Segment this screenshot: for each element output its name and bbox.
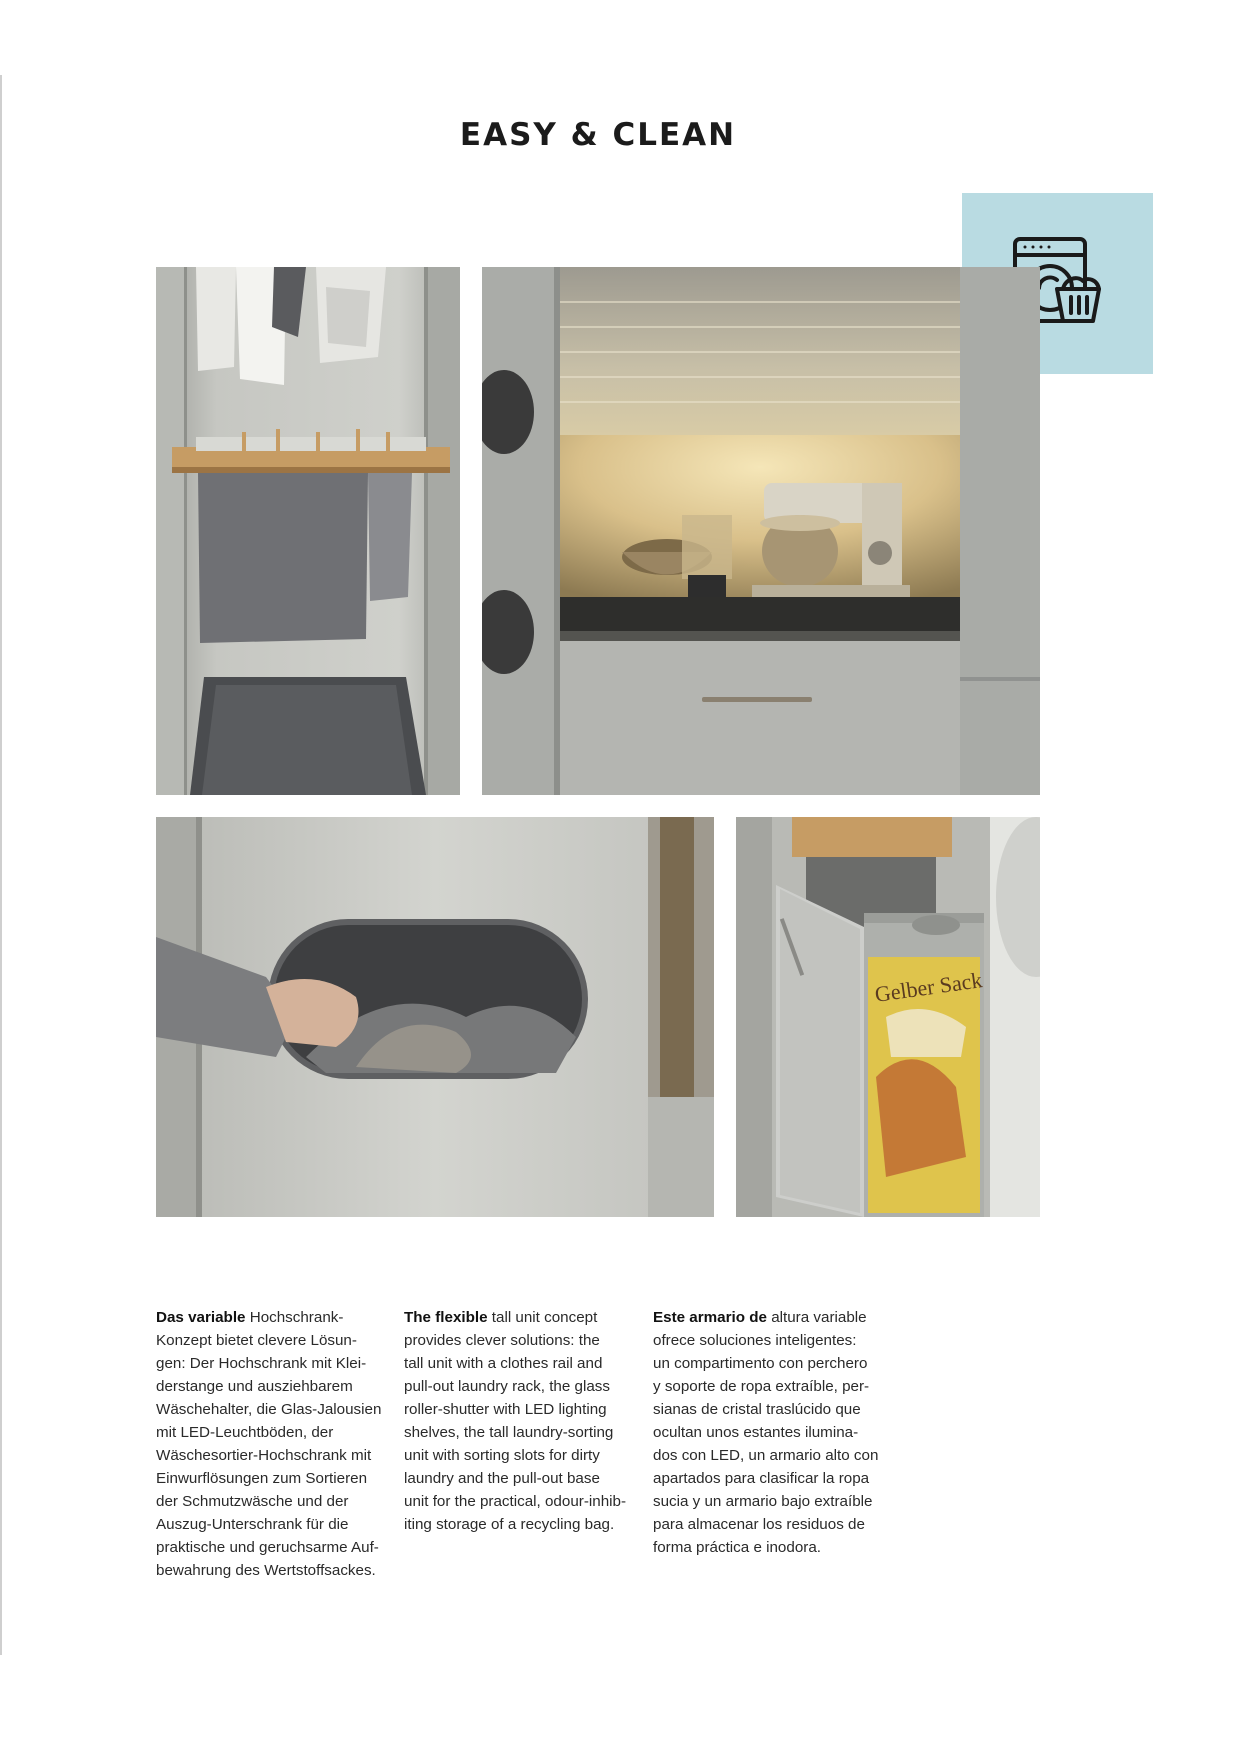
text-line: ocultan unos estantes ilumina- xyxy=(653,1424,859,1441)
text-line: forma práctica e inodora. xyxy=(653,1539,821,1556)
lead-phrase: Este armario de xyxy=(653,1309,767,1326)
text-column-english xyxy=(404,1306,629,1536)
photo-laundry-sorting-slot xyxy=(156,817,714,1217)
text-line: The flexible tall unit concept xyxy=(404,1309,598,1326)
text-line: provides clever solutions: the xyxy=(404,1332,600,1349)
text-line: sianas de cristal traslúcido que xyxy=(653,1401,861,1418)
text-line: Wäschesortier-Hochschrank mit xyxy=(156,1447,372,1464)
text-line: Auszug-Unterschrank für die xyxy=(156,1516,349,1533)
text-line: roller-shutter with LED lighting xyxy=(404,1401,607,1418)
text-line: Das variable Hochschrank- xyxy=(156,1309,344,1326)
text-line: apartados para clasificar la ropa xyxy=(653,1470,870,1487)
text-line: y soporte de ropa extraíble, per- xyxy=(653,1378,870,1395)
text-line: unit with sorting slots for dirty xyxy=(404,1447,600,1464)
text-line: gen: Der Hochschrank mit Klei- xyxy=(156,1355,367,1372)
photo-clothes-rail-laundry-rack xyxy=(156,267,460,795)
text-line: un compartimento con perchero xyxy=(653,1355,868,1372)
text-line: laundry and the pull-out base xyxy=(404,1470,600,1487)
photo-pullout-recycling-bag xyxy=(736,817,1040,1217)
photo-roller-shutter-led-shelf xyxy=(482,267,1040,795)
text-line: sucia y un armario bajo extraíble xyxy=(653,1493,873,1510)
text-line: iting storage of a recycling bag. xyxy=(404,1516,615,1533)
text-line: bewahrung des Wertstoffsackes. xyxy=(156,1562,376,1579)
text-line: praktische und geruchsarme Auf- xyxy=(156,1539,379,1556)
text-line: Konzept bietet clevere Lösun- xyxy=(156,1332,357,1349)
text-line: Wäschehalter, die Glas-Jalousien xyxy=(156,1401,382,1418)
text-line: para almacenar los residuos de xyxy=(653,1516,865,1533)
lead-phrase: The flexible xyxy=(404,1309,488,1326)
page-edge-line xyxy=(0,75,2,1655)
text-line: pull-out laundry rack, the glass xyxy=(404,1378,610,1395)
text-line: ofrece soluciones inteligentes: xyxy=(653,1332,857,1349)
text-line: derstange und ausziehbarem xyxy=(156,1378,353,1395)
page-title: EASY & CLEAN xyxy=(459,117,737,153)
text-column-german xyxy=(156,1306,381,1582)
text-line: Einwurflösungen zum Sortieren xyxy=(156,1470,368,1487)
bag-label: Gelber Sack xyxy=(873,967,984,1007)
lead-phrase: Das variable xyxy=(156,1309,246,1326)
text-line: unit for the practical, odour-inhib- xyxy=(404,1493,627,1510)
text-line: mit LED-Leuchtböden, der xyxy=(156,1424,334,1441)
text-line: der Schmutzwäsche und der xyxy=(156,1493,349,1510)
text-line: tall unit with a clothes rail and xyxy=(404,1355,603,1372)
text-line: Este armario de altura variable xyxy=(653,1309,867,1326)
text-column-spanish xyxy=(653,1306,878,1559)
text-line: shelves, the tall laundry-sorting xyxy=(404,1424,614,1441)
text-line: dos con LED, un armario alto con xyxy=(653,1447,879,1464)
